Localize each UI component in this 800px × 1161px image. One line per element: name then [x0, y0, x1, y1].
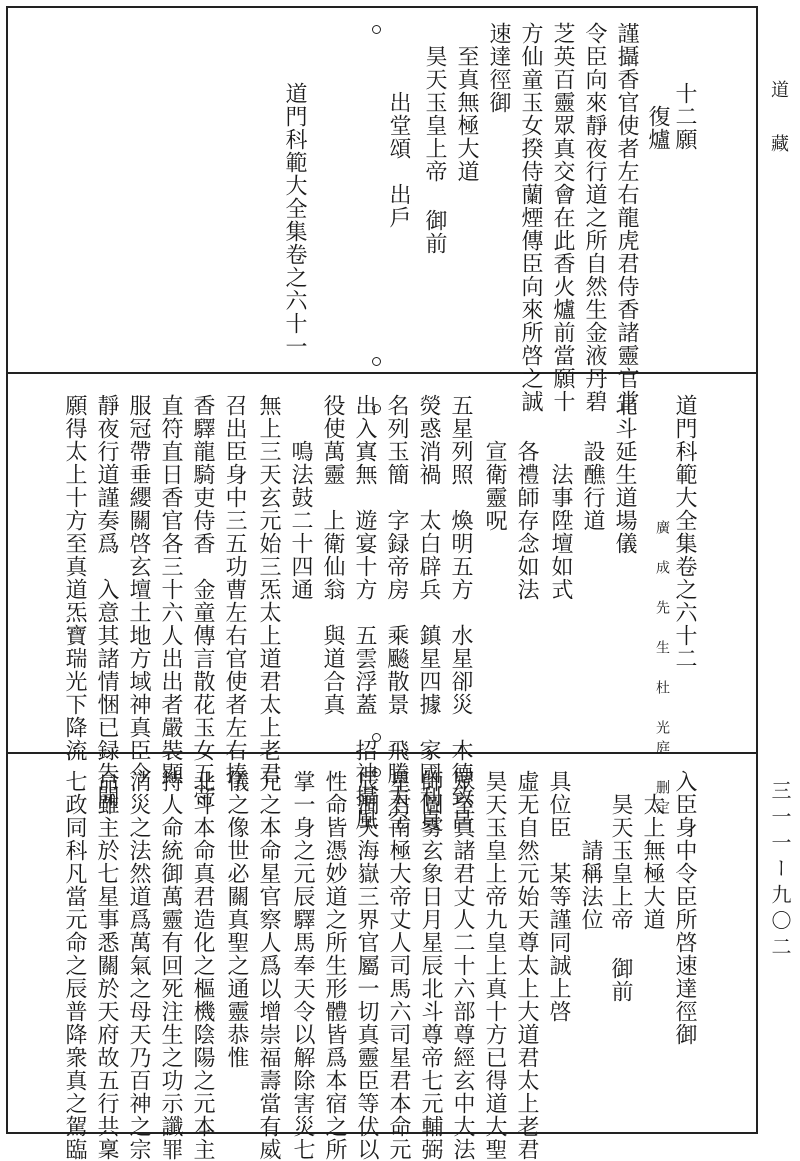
bot-col-15: 儀之像世必關真聖之通靈恭惟: [224, 770, 249, 1069]
bot-col-11: 辰洞天海嶽三界官屬一切真靈臣等伏以: [354, 770, 379, 1161]
circle-mark: [372, 768, 381, 777]
circle-mark: [372, 733, 381, 742]
edge-title: 道藏: [768, 80, 789, 188]
mid-col-15: 召出臣身中三五功曹左右官使者左右捧: [222, 394, 247, 785]
bot-col-14: 元之本命星官察人爲以增崇福壽當有威: [256, 770, 281, 1161]
circle-mark: [372, 25, 381, 34]
mid-col-10: 名列玉簡 字録帝房 乘飈散景 飛騰太空: [384, 394, 409, 831]
bot-col-1: 入臣身中令臣所啓速達徑御: [672, 770, 697, 1046]
bot-col-17: 持人命統御萬靈有回死注生之功示讖罪: [158, 770, 183, 1161]
top-col-4: 令臣向來靜夜行道之所自然生金液丹碧: [582, 22, 607, 413]
bot-col-7: 昊天玉皇上帝九皇上真十方已得道大聖: [482, 770, 507, 1161]
bot-col-9: 師圖雾玄象日月星辰北斗尊帝七元輔弼: [418, 770, 443, 1161]
mid-col-19: 靜夜行道謹奏爲 入意其諸情悃已録告聞: [94, 394, 119, 808]
bot-col-18: 消災之法然道爲萬氣之母天乃百神之宗: [126, 770, 151, 1161]
top-col-2: 復爐: [645, 82, 670, 151]
bot-col-6: 虛无自然元始天尊太上大道君太上老君: [514, 770, 539, 1161]
bot-col-13: 掌一身之元辰驛馬奉天令以解除害災七: [290, 770, 315, 1161]
top-col-1: 十二願: [672, 82, 697, 151]
mid-col-7: 宣衛靈呪: [482, 394, 507, 532]
mid-col-18: 服冠帶垂纓關啓玄壇土地方域神真臣今: [126, 394, 151, 785]
page-number: 三一一ー九〇二: [768, 780, 792, 962]
top-col-11: 道門科範大全集卷之六十一: [282, 82, 307, 358]
top-col-10: 出堂頌 出戶: [386, 22, 411, 229]
bot-col-16: 北斗本命真君造化之樞機陰陽之元本主: [190, 770, 215, 1161]
mid-col-11: 出入寘無 遊宴十方 五雲浮蓋 招神攝風: [352, 394, 377, 831]
bot-col-20: 七政同科凡當元命之辰普降衆真之駕臨: [62, 770, 87, 1161]
top-col-8: 至真無極大道: [454, 22, 479, 183]
panel-divider-1: [6, 372, 758, 374]
bot-col-8: 眾至真諸君丈人二十六部尊經玄中大法: [450, 770, 475, 1161]
bot-col-2: 太上無極大道: [640, 770, 665, 931]
mid-col-4: 設醮行道: [580, 394, 605, 532]
mid-col-8: 五星列照 煥明五方 水星卻災 木德致昌: [448, 394, 473, 831]
bot-col-12: 性命皆憑妙道之所生形體皆爲本宿之所: [322, 770, 347, 1161]
top-col-3: 謹攝香官使者左右龍虎君侍香諸靈官當: [614, 22, 639, 413]
mid-col-17: 直符直日香官各三十六人出出者嚴裝顯: [158, 394, 183, 785]
mid-col-13: 鳴法鼓二十四通: [288, 394, 313, 601]
mid-col-2: 廣 成 先 生 杜 光庭 删定: [654, 460, 670, 820]
mid-col-20: 願得太上十方至真道炁寶瑞光下降流: [62, 394, 87, 762]
bot-col-10: 星君南極大帝丈人司馬六司星君本命元: [386, 770, 411, 1161]
top-col-6: 方仙童玉女揆侍蘭煙傳臣向來所啓之誠: [518, 22, 543, 413]
bot-col-19: 命雖主於七星事悉關於天府故五行共稟: [94, 770, 119, 1161]
top-col-5: 芝英百靈眾真交會在此香火爐前當願十: [550, 22, 575, 413]
bot-col-5: 具位臣 某等謹同誠上啓: [546, 770, 571, 1023]
mid-col-12: 役使萬靈 上衛仙翁 與道合真: [320, 394, 345, 716]
circle-mark: [372, 404, 381, 413]
top-col-7: 速達徑御: [486, 22, 511, 114]
mid-col-14: 無上三天玄元始三炁太上道君太上老君: [256, 394, 281, 785]
bot-col-4: 請稱法位: [578, 770, 603, 931]
bot-col-3: 昊天玉皇上帝 御前: [608, 770, 633, 1003]
circle-mark: [372, 357, 381, 366]
mid-col-16: 香驛龍騎吏侍香 金童傳言散花玉女五帝: [190, 394, 215, 808]
mid-col-1: 道門科範大全集卷之六十二: [672, 394, 697, 670]
mid-col-5: 法事陞壇如式: [548, 394, 573, 601]
top-col-9: 昊天玉皇上帝 御前: [422, 22, 447, 255]
mid-col-9: 熒惑消禍 太白辟兵 鎮星四據 家國利貞: [416, 394, 441, 831]
mid-col-3: 北斗延生道場儀: [612, 394, 637, 555]
mid-col-6: 各禮師存念如法: [514, 394, 539, 601]
